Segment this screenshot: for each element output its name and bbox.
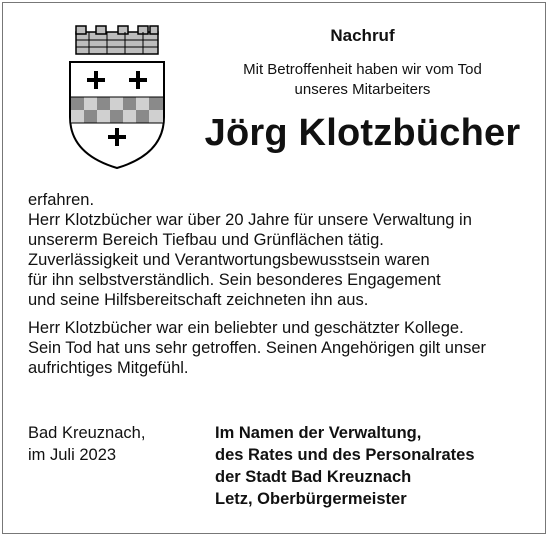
text-line: Herr Klotzbücher war ein beliebter und geschätzter Kollege. [28,319,464,337]
obituary-body [28,190,528,378]
city-coat-of-arms-icon [62,22,172,172]
signature-block [215,422,475,510]
text-line: für ihn selbstverständlich. Sein besonderes Engagement [28,271,441,289]
obituary-label: Nachruf [330,26,395,45]
obituary-header [190,22,535,155]
place-date [28,422,145,466]
date: im Juli 2023 [28,446,117,464]
body-paragraph [28,210,528,310]
signature-line: Im Namen der Verwaltung, [215,424,422,442]
place: Bad Kreuznach, [28,424,146,442]
text-line: unsererm Bereich Tiefbau und Grünflächen tätig. [28,231,384,249]
intro-line: Mit Betroffenheit haben wir vom Tod [243,61,482,78]
body-paragraph: erfahren. [28,191,95,209]
text-line: Herr Klotzbücher war über 20 Jahre für unsere Verwaltung in [28,211,472,229]
signature-line: der Stadt Bad Kreuznach [215,468,412,486]
signature-line: des Rates und des Personalrates [215,446,475,464]
text-line: Sein Tod hat uns sehr getroffen. Seinen Angehörigen gilt unser [28,339,487,357]
text-line: aufrichtiges Mitgefühl. [28,359,189,377]
deceased-name: Jörg Klotzbücher [204,112,521,154]
text-line: und seine Hilfsbereitschaft zeichneten ihn aus. [28,291,369,309]
text-line: Zuverlässigkeit und Verantwortungsbewusstsein waren [28,251,430,269]
intro-text [190,60,535,100]
signature-line: Letz, Oberbürgermeister [215,490,407,508]
intro-line: unseres Mitarbeiters [294,81,431,98]
body-paragraph [28,318,528,378]
